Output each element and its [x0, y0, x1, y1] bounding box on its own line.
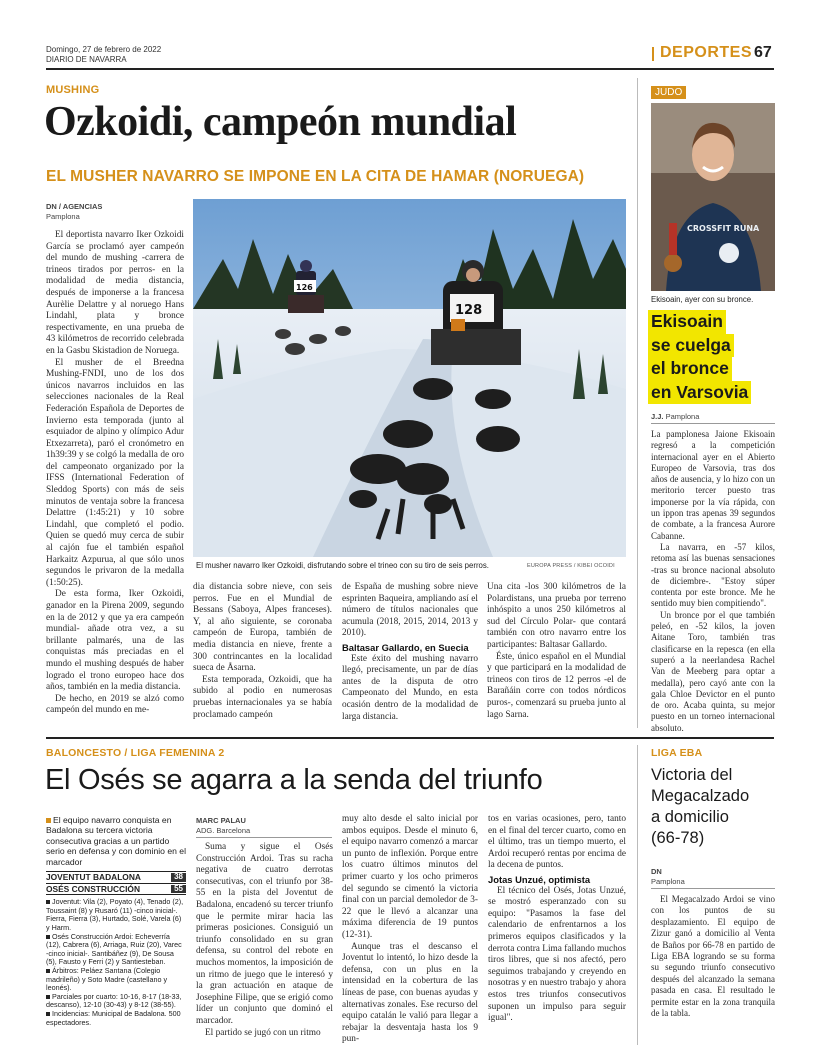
basket-lede [46, 815, 186, 867]
bullet-icon [46, 969, 50, 973]
judo-headline-line: Ekisoain [648, 310, 726, 334]
basket-lede-text: El equipo navarro conquista en Badalona su tercera victoria consecutiva gracias a un partido serio en defensa y con dominio en el marcador [46, 815, 186, 867]
match-detail-text: Incidencias: Municipal de Badalona. 500 espectadores. [46, 1008, 181, 1027]
match-detail-text: Joventut: Vila (2), Poyato (4), Tenado (2), Toussaint (8) y Rusaró (11) -cinco inicial-. Fierra, Fierra (3), Hurtado, Solé, Varela (6) y Harm. [46, 897, 184, 932]
judo-athlete-photo [651, 103, 775, 291]
header-rule [46, 68, 774, 70]
basket-headline: El Osés se agarra a la senda del triunfo [45, 764, 543, 796]
side-divider [637, 78, 638, 728]
match-detail [46, 1010, 186, 1027]
judo-photo-caption: Ekisoain, ayer con su bronce. [651, 295, 754, 304]
main-paragraph: dia distancia sobre nieve, con seis perros. Fue en el Mundial de Bessans (Saboya, Alpes franceses). Y, al año siguiente, se coronaba campeón de Europa, también de media distancia en nieve, frente a 300 contrincantes en la localidad sueca de Åsarna. [193, 582, 332, 674]
basket-paragraph: Aunque tras el descanso el Joventut lo intentó, lo hizo desde la defensa, con un plus en la intensidad en la cobertura de las líneas de pase, con buenas ayudas y alternativas zonales. Ese recurso del equipo catalán le valió para llegar a rebajar la desventaja hasta los 9 pun- [342, 941, 478, 1045]
eba-headline [651, 765, 749, 849]
score-row-away [46, 883, 186, 896]
bullet-icon [46, 1012, 50, 1016]
section-name: DEPORTES [660, 44, 753, 61]
match-detail [46, 967, 186, 993]
main-paragraph: Éste, único español en el Mundial y que participará en la modalidad de trineos con tiros de 12 perros -el de Barañáin corre con todos nórdicos puros-, comenzará su prueba junto al lago Sarna. [487, 651, 626, 720]
match-detail-text: Parciales por cuarto: 10-16, 8-17 (18-33, descanso), 12-10 (30-43) y 8-12 (38-55). [46, 991, 182, 1010]
main-paragraph: El deportista navarro Iker Ozkoidi García se proclamó ayer campeón del mundo de mushing -carrera de trineos tirados por perros- en la modalidad de media distancia, después de imponerse a la francesa Aurèlie Delattre y al noruego Hans Lindahl, plata y bronce respectivamente, en una prueba de 43 kilómetros de recorrido celebrada en la Gasbu Skistadion de Noruega. [46, 230, 184, 356]
main-paragraph: De esta forma, Iker Ozkoidi, ganador en la Pirena 2009, segundo en la de 2012 y que ya era campeón mundial- añade otra vez, a su brillante palmarés, una de las conquistas más preciadas en el mundo el mushing después de haber logrado el trono europeo hace dos años, también en la media distancia. [46, 589, 184, 693]
judo-byline-place: Pamplona [665, 412, 700, 421]
judo-paragraph: La navarra, en -57 kilos, retoma así las buenas sensaciones -tras su bronce nacional absoluto de diciembre-. "Estoy súper contenta por este bronce. Me he sentido muy bien compitiendo". [651, 541, 775, 609]
basket-infobox [46, 815, 186, 1027]
main-byline: DN / AGENCIAS [46, 202, 103, 211]
main-kicker: MUSHING [46, 84, 100, 96]
front-bib: 128 [455, 303, 483, 318]
match-detail-text: Árbitros: Peláez Santana (Colegio madrileño) y Soto Madre (castellano y leonés). [46, 965, 168, 993]
eba-byline-rule [651, 888, 775, 889]
judo-photo [651, 103, 775, 291]
main-paragraph: de España de mushing sobre nieve esprinten Baqueira, ampliando así el número de títulos nacionales que acumula (2018, 2015, 2014, 2013 y 2010). [342, 582, 478, 639]
main-column-2 [193, 582, 332, 721]
judo-body [651, 429, 775, 733]
main-headline: Ozkoidi, campeón mundial [44, 99, 517, 145]
main-column-1 [46, 230, 184, 718]
basket-paragraph: tos en varias ocasiones, pero, tanto en el final del tercer cuarto, como en el último, tras un tiempo muerto, el Ardoi recuperó rentas por encima de la decena de puntos. [488, 814, 626, 871]
main-subhead: EL MUSHER NAVARRO SE IMPONE EN LA CITA DE HAMAR (NORUEGA) [46, 168, 585, 185]
header-date: Domingo, 27 de febrero de 2022 [46, 45, 162, 54]
score-home: 38 [171, 873, 186, 882]
main-column-4 [487, 582, 626, 721]
eba-headline-line: Victoria del [651, 766, 733, 784]
basket-column-3 [488, 814, 626, 1047]
header-paper: DIARIO DE NAVARRA [46, 55, 127, 64]
judo-headline-line: se cuelga [648, 334, 734, 358]
basket-byline: MARC PALAU [196, 816, 246, 825]
basket-paragraph: El partido se jugó con un ritmo [205, 1027, 321, 1038]
main-byline-place: Pamplona [46, 212, 80, 221]
bullet-icon [46, 900, 50, 904]
eba-body [651, 894, 775, 1044]
main-paragraph: El musher de el Breedna Mushing-FNDI, uno de los dos únicos navarros incluidos en las selecciones nacionales de la Real Federación Española de Deportes de Invierno esta temporada (junto al esquiador de alpino y olímpico Adur Etxezarreta), paró el cronómetro en 1h39:39 y se colgó la medalla de oro del campeonato organizado por la IFSS (International Federation of Sleddog Sports) con más de seis minutos de ventaja sobre la francesa Delattre (1:45:21) y 10 sobre Lindahl, que completó el podio. Quien se quedó muy cerca de subir al cajón fue el también español Harkaitz Azpurua, al que sólo unos segundos le privaron de la medalla (1:50:25). [46, 357, 184, 588]
score-row-home [46, 871, 186, 883]
match-detail [46, 933, 186, 967]
sled-dog-race-photo [193, 199, 626, 557]
basket-kicker: BALONCESTO / LIGA FEMENINA 2 [46, 747, 225, 759]
basket-column-2 [342, 814, 478, 1047]
main-paragraph: Una cita -los 300 kilómetros de la Polardistans, una prueba por terreno inhóspito a unos 250 kilómetros al sud del Círculo Polar- que contará también con otro navarro entre los participantes: Baltasar Gallardo. [487, 582, 626, 650]
judo-headline-line: el bronce [648, 357, 732, 381]
eba-divider [637, 745, 638, 1045]
bullet-icon [46, 818, 51, 823]
team-home: JOVENTUT BADALONA [46, 872, 141, 883]
basket-column-1 [196, 842, 333, 1047]
eba-paragraph: El Megacalzado Ardoi se vino con los puntos de su desplazamiento. El equipo de Zizur ganó a domicilio al Venta de Baños por 66-78 en partido de Liga EBA logrando se su forma su segundo triunfo consecutivo después del alcanzado la semana pasada en casa. El resultado le permite estar en la zona tranquila de la tabla. [651, 894, 775, 1019]
header-separator [652, 47, 654, 61]
eba-headline-line: (66-78) [651, 829, 705, 847]
eba-byline-place: Pamplona [651, 877, 685, 886]
page-number: 67 [754, 44, 772, 61]
main-paragraph: De hecho, en 2019 se alzó como campeón del mundo en me- [46, 693, 184, 716]
match-detail-text: Osés Construcción Ardoi: Echeverría (12), Cabrera (6), Arriaga, Ruiz (20), Varec -cinco inicial-. Santibáñez (9), De Sousa (5), Fausto y Ferri (2) y Santiesteban. [46, 931, 182, 967]
judo-headline-line: en Varsovia [648, 381, 751, 405]
photo-caption: El musher navarro Iker Ozkoidi, disfrutando sobre el trineo con su tiro de seis perros. [196, 561, 489, 570]
shirt-text: CROSSFIT RUNA [687, 224, 760, 233]
back-bib: 126 [296, 283, 313, 292]
photo-credit: EUROPA PRESS / KIBEI OCOIDI [527, 563, 615, 569]
eba-headline-line: Megacalzado [651, 787, 750, 805]
eba-byline: DN [651, 867, 662, 876]
eba-kicker: LIGA EBA [651, 747, 703, 759]
eba-headline-line: a domicilio [651, 808, 729, 826]
basket-paragraph: Suma y sigue el Osés Construcción Ardoi. Tras su racha negativa de cuatro derrotas consecutivas, con el triunfo por 38-55 en la pista del Joventut de Badalona, encadenó su tercer triunfo que le permite mirar hacia las primeras posiciones. Consiguió un triunfo consolidado en su gran defensa, su control del rebote en muchos momentos, la imposición de un ritmo de juego que le interesó y la gran actuación en ataque de Josephine Filipe, que se erigió como líder un conjunto que dominó el marcador. [196, 842, 333, 1026]
judo-byline-rule [651, 423, 775, 424]
team-away: OSÉS CONSTRUCCIÓN [46, 883, 140, 894]
score-away: 55 [171, 885, 186, 894]
judo-byline-author: J.J. [651, 412, 664, 421]
bullet-icon [46, 995, 50, 999]
judo-paragraph: La pamplonesa Jaione Ekisoain regresó a la competición internacional ayer en el Abierto Europeo de Varsovia, tras dos años de ausencia, y lo hizo con un meritorio tercer puesto tras imponerse por la vía rápida, con un ippon tras apenas 39 segundos de combate, a la francesa Aurore Cabanne. [651, 429, 775, 541]
main-paragraph: Este éxito del mushing navarro llegó, precisamente, un par de días antes de la disputa de otro Campeonato del Mundo, en esta ocasión dentro de la modalidad de larga distancia. [342, 653, 478, 722]
judo-headline [648, 310, 751, 404]
judo-byline [651, 412, 699, 421]
basket-byline-rule [196, 837, 332, 838]
basket-subhead-unzue: Jotas Unzué, optimista [488, 873, 591, 885]
bullet-icon [46, 935, 50, 939]
judo-kicker: JUDO [651, 86, 686, 99]
match-detail [46, 993, 186, 1010]
main-photo [193, 199, 626, 557]
main-paragraph: Esta temporada, Ozkoidi, que ha subido al podio en numerosas pruebas internacionales ya se había proclamado campeón [193, 674, 332, 720]
basket-paragraph: muy alto desde el salto inicial por ambos equipos. Desde el minuto 6, el equipo navarro comenzó a marcar un punto de inflexión. Porque entre los cuatro últimos minutos del primer cuarto y los ocho primeros del segundo se cimentó la victoria final con un parcial demoledor de 3-22 que le llevó a alcanzar una máxima diferencia de 19 puntos (12-31). [342, 814, 478, 940]
section-rule [46, 737, 774, 739]
main-column-3 [342, 582, 478, 723]
basket-byline-place: ADG. Barcelona [196, 826, 251, 835]
judo-paragraph: Un bronce por el que también peleó, en -52 kilos, la joven Aitane Toro, también tras clasificarse en la repesca (en ella superó a la neerlandesa Rachel Van de Meeberg para optar a medalla), pero cayó ante con la gala Chloe Devictor en el punto de oro. Acaba quinta, su mejor puesto en un torneo internacional absoluto. [651, 609, 775, 733]
main-subhead-gallardo: Baltasar Gallardo, en Suecia [342, 641, 469, 653]
basket-paragraph: El técnico del Osés, Jotas Unzué, se mostró esperanzado con su equipo: "Pasamos la fase del calendario de enfrentarnos a los primeros equipos clasificados y la derrota contra Lima fallando muchos tiros libres, que si nos afectó, pero seguimos trabajando y creyendo en nosotras y en nuestro trabajo y ahora estos tres triunfos consecutivos suponen un impulso para seguir igual". [488, 885, 626, 1024]
match-detail [46, 898, 186, 932]
